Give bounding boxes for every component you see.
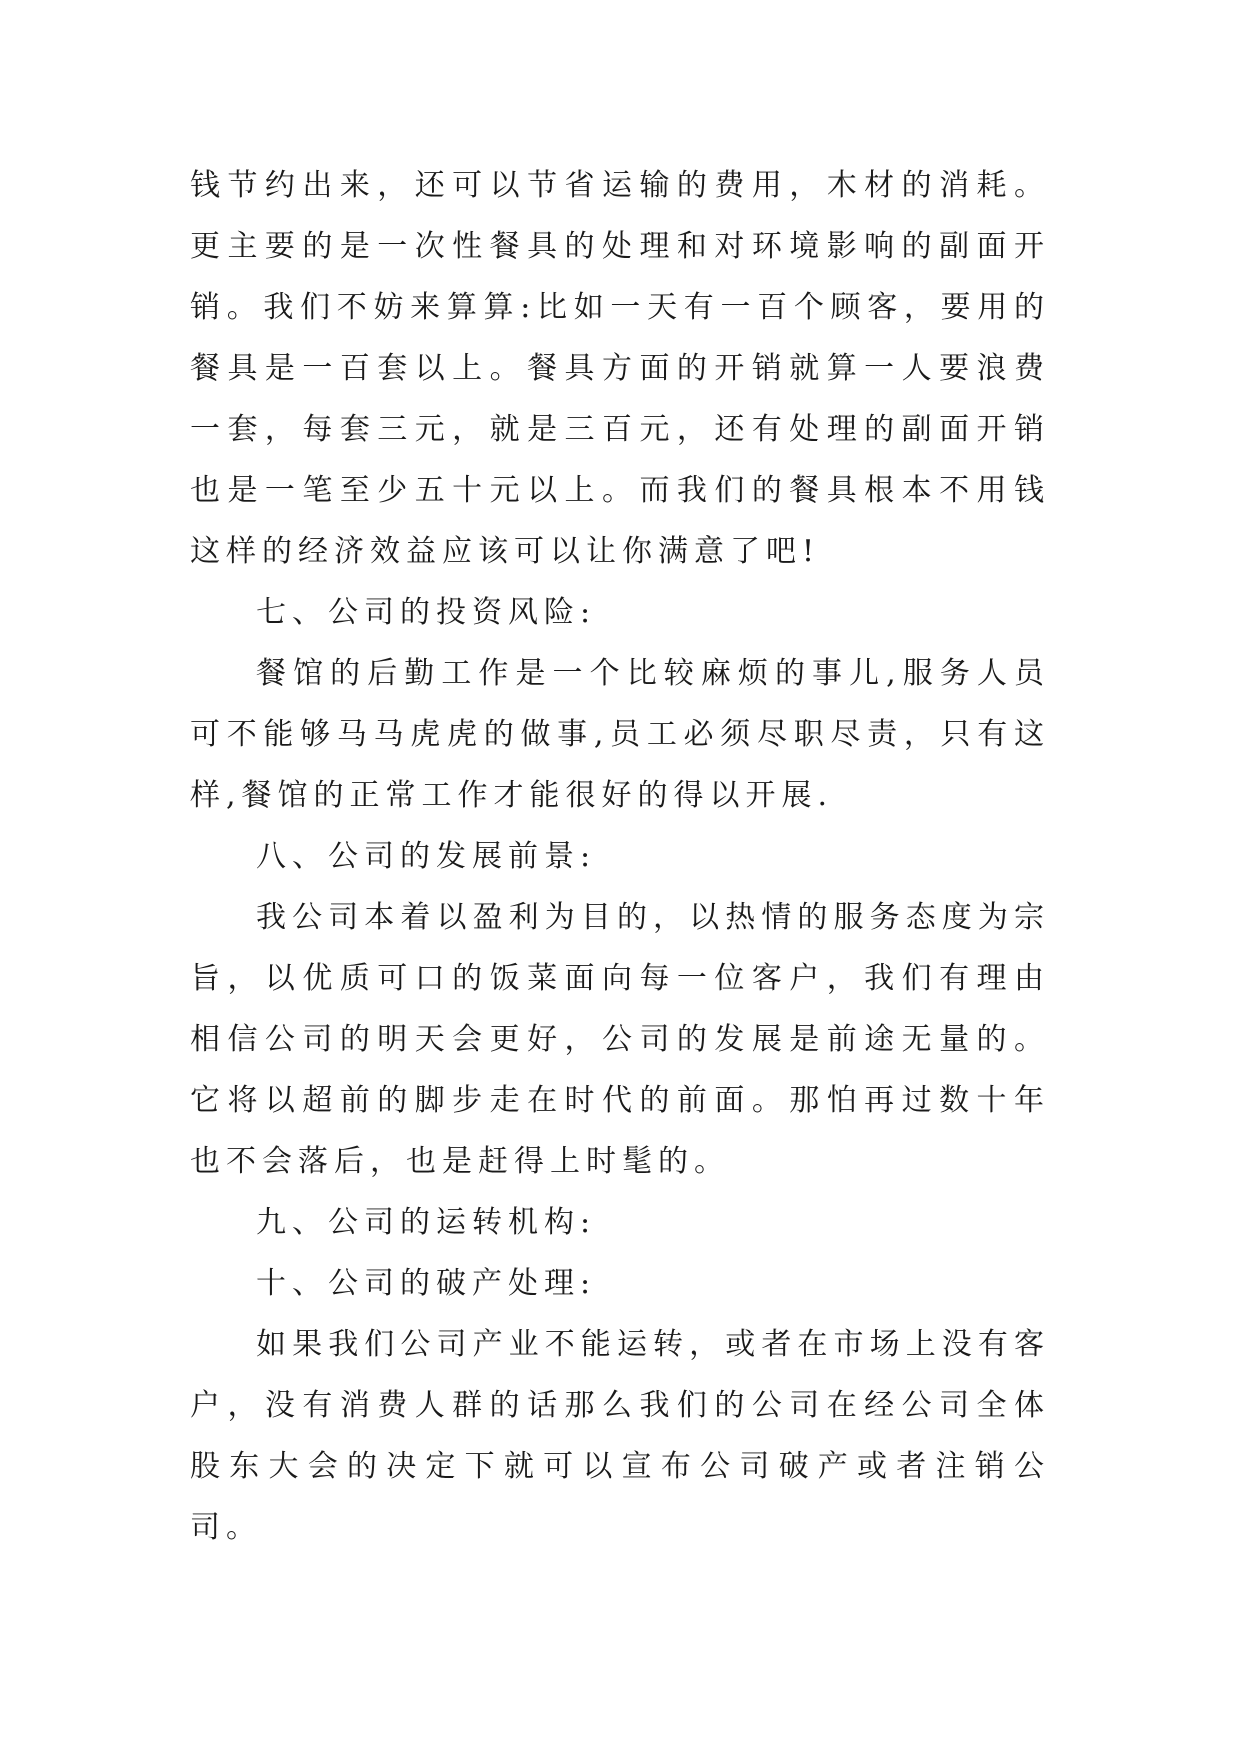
document-body bbox=[190, 155, 1050, 1558]
heading-investment-risk: 七、公司的投资风险: bbox=[256, 595, 597, 630]
paragraph-investment-risk: 餐馆的后勤工作是一个比较麻烦的事儿,服务人员可不能够马马虎虎的做事,员工必须尽职尽责，只有这样,餐馆的正常工作才能很好的得以开展. bbox=[190, 656, 1050, 813]
paragraph-bankruptcy-handling: 如果我们公司产业不能运转，或者在市场上没有客户，没有消费人群的话那么我们的公司在经公司全体股东大会的决定下就可以宣布公司破产或者注销公司。 bbox=[190, 1327, 1050, 1545]
paragraph-economic-benefit: 钱节约出来，还可以节省运输的费用，木材的消耗。更主要的是一次性餐具的处理和对环境影响的副面开销。我们不妨来算算:比如一天有一百个顾客，要用的餐具是一百套以上。餐具方面的开销就算一人要浪费一套，每套三元，就是三百元，还有处理的副面开销也是一笔至少五十元以上。而我们的餐具根本不用钱这样的经济效益应该可以让你满意了吧! bbox=[190, 168, 1050, 569]
heading-bankruptcy-handling: 十、公司的破产处理: bbox=[256, 1266, 597, 1301]
paragraph-development-prospect: 我公司本着以盈利为目的，以热情的服务态度为宗旨，以优质可口的饭菜面向每一位客户，我们有理由相信公司的明天会更好，公司的发展是前途无量的。它将以超前的脚步走在时代的前面。那怕再过数十年也不会落后，也是赶得上时髦的。 bbox=[190, 900, 1050, 1179]
heading-operating-structure: 九、公司的运转机构: bbox=[256, 1205, 597, 1240]
heading-development-prospect: 八、公司的发展前景: bbox=[256, 839, 597, 874]
